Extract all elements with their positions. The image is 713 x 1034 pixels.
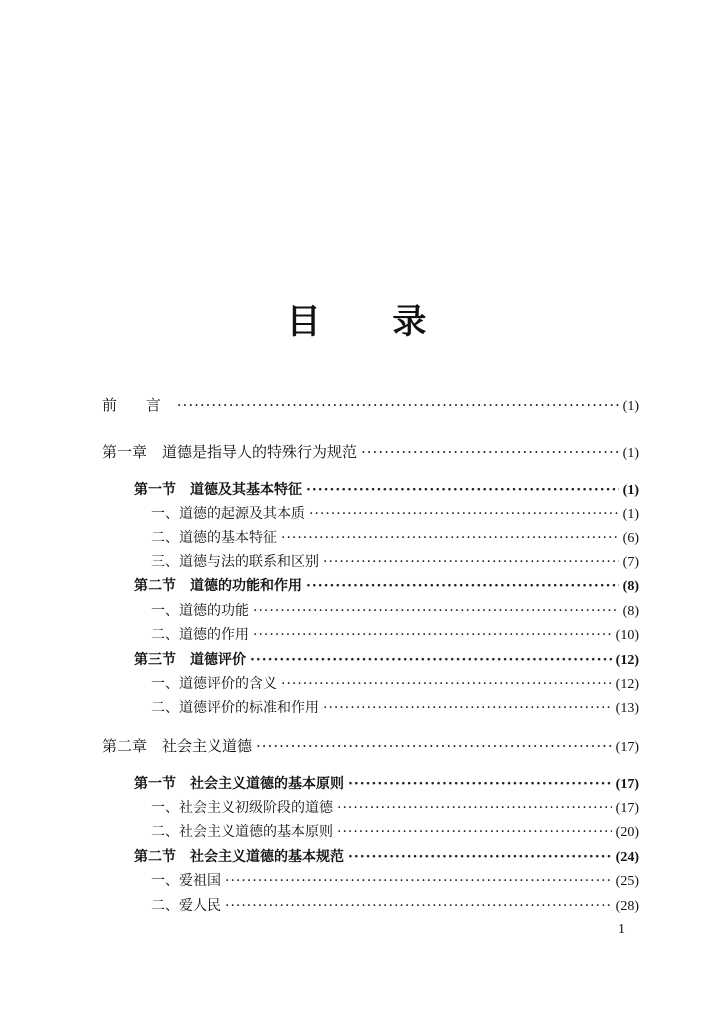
toc-entry-label: 二、道德评价的标准和作用: [151, 700, 319, 716]
toc-entry-item[interactable]: [151, 870, 639, 890]
dot-leader: [309, 506, 619, 522]
dot-leader: [281, 676, 612, 692]
toc-entry-label: 二、道德的基本特征: [151, 530, 277, 546]
toc-entry-label: 二、社会主义道德的基本原则: [151, 824, 333, 840]
toc-entry-item[interactable]: [151, 624, 639, 644]
toc-entry-page: (8): [622, 604, 639, 619]
toc-entry-section[interactable]: [134, 479, 639, 499]
toc-entry-page: (12): [615, 677, 639, 692]
toc-entry-chapter-2[interactable]: [102, 735, 639, 756]
toc-entry-item[interactable]: [151, 895, 639, 915]
toc-entry-label: 第一节 道德及其基本特征: [134, 482, 302, 498]
toc-entry-page: (1): [622, 446, 639, 461]
toc-entry-page: (1): [622, 399, 639, 414]
toc-entry-section[interactable]: [134, 649, 639, 669]
dot-leader: [253, 603, 619, 619]
toc-entry-label: 前 言: [102, 396, 173, 414]
dot-leader: [225, 873, 612, 889]
toc-entry-page: (1): [622, 483, 639, 498]
dot-leader: [323, 700, 612, 716]
toc-entry-label: 一、道德的起源及其本质: [151, 506, 305, 522]
toc-entry-section[interactable]: [134, 846, 639, 866]
toc-entry-page: (6): [622, 531, 639, 546]
dot-leader: [253, 627, 612, 643]
toc-entry-label: 第二节 社会主义道德的基本规范: [134, 849, 344, 865]
dot-leader: [281, 530, 619, 546]
dot-leader: [306, 482, 619, 498]
toc-entry-chapter-1[interactable]: [102, 441, 639, 462]
toc-entry-item[interactable]: [151, 551, 639, 571]
dot-leader: [337, 824, 612, 840]
toc-entry-page: (17): [615, 801, 639, 816]
toc-entry-label: 一、爱祖国: [151, 873, 221, 889]
toc-entry-page: (17): [615, 740, 639, 755]
dot-leader: [323, 554, 619, 570]
toc-entry-page: (20): [615, 825, 639, 840]
toc-entry-page: (12): [615, 653, 639, 668]
toc-entry-label: 第三节 道德评价: [134, 652, 246, 668]
toc-entry-label: 二、道德的作用: [151, 627, 249, 643]
dot-leader: [177, 396, 619, 414]
dot-leader: [250, 652, 612, 668]
page-number: 1: [618, 922, 625, 937]
dot-leader: [225, 898, 612, 914]
toc-entry-item[interactable]: [151, 673, 639, 693]
dot-leader: [348, 776, 612, 792]
toc-entry-item[interactable]: [151, 503, 639, 523]
toc-entry-page: (10): [615, 628, 639, 643]
toc-entry-label: 二、爱人民: [151, 898, 221, 914]
toc-entry-label: 一、道德的功能: [151, 603, 249, 619]
toc-entry-page: (8): [622, 579, 639, 594]
toc-entry-label: 第二节 道德的功能和作用: [134, 578, 302, 594]
toc-entry-section[interactable]: [134, 773, 639, 793]
toc-entry-item[interactable]: [151, 821, 639, 841]
toc-entry-page: (13): [615, 701, 639, 716]
toc-entry-page: (7): [622, 555, 639, 570]
dot-leader: [256, 737, 612, 755]
toc-entry-item[interactable]: [151, 600, 639, 620]
toc-entry-item[interactable]: [151, 797, 639, 817]
toc-entry-label: 一、道德评价的含义: [151, 676, 277, 692]
toc-entry-page: (25): [615, 874, 639, 889]
toc-entry-section[interactable]: [134, 575, 639, 595]
dot-leader: [306, 578, 619, 594]
toc-entry-page: (1): [622, 507, 639, 522]
toc-entry-label: 第一节 社会主义道德的基本原则: [134, 776, 344, 792]
toc-entry-label: 一、社会主义初级阶段的道德: [151, 800, 333, 816]
toc-entry-page: (24): [615, 850, 639, 865]
dot-leader: [337, 800, 612, 816]
toc-entry-page: (17): [615, 777, 639, 792]
toc-entry-item[interactable]: [151, 527, 639, 547]
toc-entry-label: 第一章 道德是指导人的特殊行为规范: [102, 443, 358, 461]
toc-entry-preface[interactable]: [102, 394, 639, 415]
toc-entry-page: (28): [615, 899, 639, 914]
toc-entry-label: 第二章 社会主义道德: [102, 737, 253, 755]
dot-leader: [348, 849, 612, 865]
toc-entry-item[interactable]: [151, 697, 639, 717]
dot-leader: [361, 443, 619, 461]
page-title: 目 录: [286, 302, 457, 342]
toc-entry-label: 三、道德与法的联系和区别: [151, 554, 319, 570]
